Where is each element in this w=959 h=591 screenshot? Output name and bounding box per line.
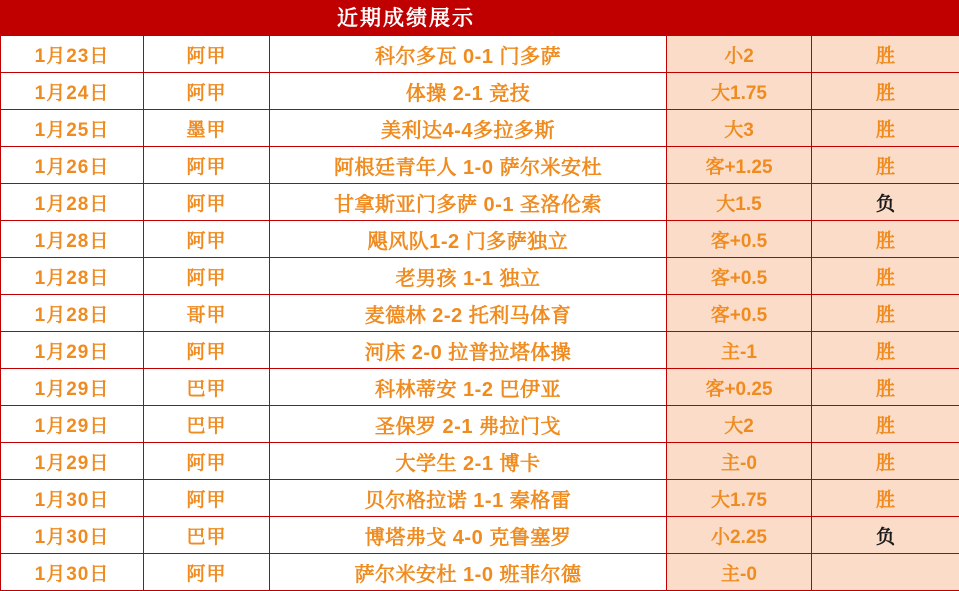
match-result: 体操 2-1 竞技 [270,73,667,110]
match-date: 1月28日 [1,221,144,258]
table-row [1,332,959,369]
table-row [1,221,959,258]
match-date: 1月29日 [1,406,144,443]
table-row [1,480,959,517]
handicap-line: 大1.75 [667,73,812,110]
page-title: 近期成绩展示 [1,1,812,36]
table-row [1,517,959,554]
match-result: 麦德林 2-2 托利马体育 [270,295,667,332]
bet-outcome [812,554,959,591]
title-filler [812,1,959,36]
league-name: 阿甲 [144,554,270,591]
bet-outcome: 胜 [812,332,959,369]
match-date: 1月30日 [1,554,144,591]
bet-outcome: 胜 [812,110,959,147]
handicap-line: 客+0.5 [667,258,812,295]
match-result: 贝尔格拉诺 1-1 秦格雷 [270,480,667,517]
handicap-line: 主-0 [667,554,812,591]
bet-outcome: 负 [812,517,959,554]
handicap-line: 大1.5 [667,184,812,221]
match-result: 圣保罗 2-1 弗拉门戈 [270,406,667,443]
match-result: 甘拿斯亚门多萨 0-1 圣洛伦索 [270,184,667,221]
handicap-line: 客+0.5 [667,295,812,332]
handicap-line: 客+0.5 [667,221,812,258]
table-row [1,295,959,332]
league-name: 阿甲 [144,36,270,73]
match-date: 1月28日 [1,295,144,332]
match-result: 老男孩 1-1 独立 [270,258,667,295]
bet-outcome: 胜 [812,480,959,517]
match-date: 1月28日 [1,258,144,295]
league-name: 阿甲 [144,443,270,480]
handicap-line: 大3 [667,110,812,147]
league-name: 阿甲 [144,147,270,184]
match-date: 1月28日 [1,184,144,221]
table-row [1,406,959,443]
league-name: 巴甲 [144,369,270,406]
bet-outcome: 负 [812,184,959,221]
match-date: 1月29日 [1,369,144,406]
bet-outcome: 胜 [812,258,959,295]
table-row [1,73,959,110]
league-name: 阿甲 [144,184,270,221]
handicap-line: 小2 [667,36,812,73]
bet-outcome: 胜 [812,295,959,332]
match-date: 1月30日 [1,517,144,554]
bet-outcome: 胜 [812,406,959,443]
table-row [1,369,959,406]
table-row [1,184,959,221]
results-body [1,36,959,591]
table-row [1,36,959,73]
league-name: 阿甲 [144,73,270,110]
bet-outcome: 胜 [812,443,959,480]
match-result: 河床 2-0 拉普拉塔体操 [270,332,667,369]
league-name: 阿甲 [144,258,270,295]
handicap-line: 客+0.25 [667,369,812,406]
handicap-line: 主-0 [667,443,812,480]
bet-outcome: 胜 [812,73,959,110]
table-title-row [1,1,959,36]
match-result: 飓风队1-2 门多萨独立 [270,221,667,258]
handicap-line: 大1.75 [667,480,812,517]
match-date: 1月23日 [1,36,144,73]
bet-outcome: 胜 [812,221,959,258]
league-name: 哥甲 [144,295,270,332]
league-name: 墨甲 [144,110,270,147]
match-date: 1月29日 [1,332,144,369]
table-row [1,554,959,591]
match-date: 1月25日 [1,110,144,147]
bet-outcome: 胜 [812,147,959,184]
handicap-line: 客+1.25 [667,147,812,184]
match-result: 阿根廷青年人 1-0 萨尔米安杜 [270,147,667,184]
match-result: 大学生 2-1 博卡 [270,443,667,480]
table-row [1,110,959,147]
table-row [1,443,959,480]
handicap-line: 主-1 [667,332,812,369]
handicap-line: 大2 [667,406,812,443]
table-row [1,258,959,295]
league-name: 巴甲 [144,517,270,554]
match-result: 科林蒂安 1-2 巴伊亚 [270,369,667,406]
match-result: 美利达4-4多拉多斯 [270,110,667,147]
bet-outcome: 胜 [812,36,959,73]
league-name: 阿甲 [144,480,270,517]
league-name: 巴甲 [144,406,270,443]
bet-outcome: 胜 [812,369,959,406]
match-result: 科尔多瓦 0-1 门多萨 [270,36,667,73]
table-row [1,147,959,184]
match-date: 1月24日 [1,73,144,110]
match-date: 1月26日 [1,147,144,184]
handicap-line: 小2.25 [667,517,812,554]
match-result: 博塔弗戈 4-0 克鲁塞罗 [270,517,667,554]
match-date: 1月30日 [1,480,144,517]
match-result: 萨尔米安杜 1-0 班菲尔德 [270,554,667,591]
league-name: 阿甲 [144,221,270,258]
match-date: 1月29日 [1,443,144,480]
league-name: 阿甲 [144,332,270,369]
